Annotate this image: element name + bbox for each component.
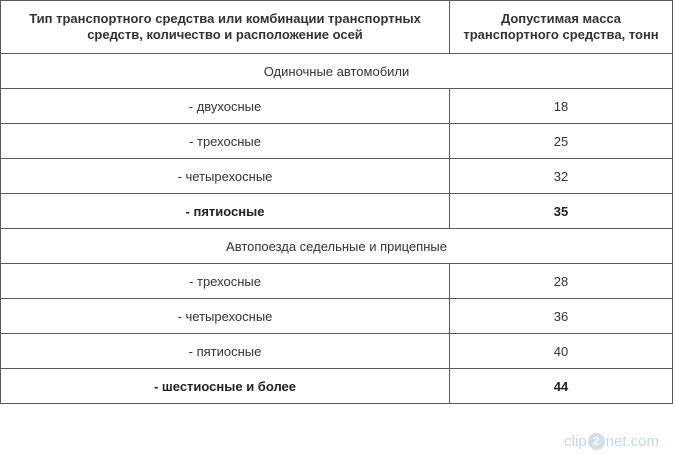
vehicle-type-cell: - двухосные (1, 89, 450, 124)
vehicle-type-cell: - шестиосные и более (1, 369, 450, 404)
table-row (1, 369, 673, 404)
clip2net-watermark (564, 433, 659, 450)
table-row (1, 334, 673, 369)
section-title: Автопоезда седельные и прицепные (1, 229, 673, 264)
table-row (1, 159, 673, 194)
header-vehicle-type: Тип транспортного средства или комбинации транспортных средств, количество и расположение осей (1, 1, 450, 54)
mass-cell: 18 (450, 89, 673, 124)
vehicle-type-cell: - трехосные (1, 124, 450, 159)
table-header-row (1, 1, 673, 54)
watermark-suffix: net.com (605, 433, 659, 450)
mass-cell: 32 (450, 159, 673, 194)
mass-cell: 40 (450, 334, 673, 369)
mass-cell: 28 (450, 264, 673, 299)
table-row (1, 89, 673, 124)
mass-cell: 44 (450, 369, 673, 404)
section-title: Одиночные автомобили (1, 54, 673, 89)
watermark-logo-icon: 2 (588, 433, 605, 450)
vehicle-type-cell: - трехосные (1, 264, 450, 299)
table-row (1, 264, 673, 299)
mass-cell: 25 (450, 124, 673, 159)
watermark-prefix: clip (564, 433, 587, 450)
header-permitted-mass: Допустимая масса транспортного средства, тонн (450, 1, 673, 54)
mass-cell: 35 (450, 194, 673, 229)
table-row (1, 124, 673, 159)
vehicle-type-cell: - пятиосные (1, 194, 450, 229)
table-row (1, 194, 673, 229)
vehicle-type-cell: - четырехосные (1, 159, 450, 194)
vehicle-type-cell: - четырехосные (1, 299, 450, 334)
mass-cell: 36 (450, 299, 673, 334)
vehicle-type-cell: - пятиосные (1, 334, 450, 369)
section-row (1, 54, 673, 89)
section-row (1, 229, 673, 264)
table-row (1, 299, 673, 334)
